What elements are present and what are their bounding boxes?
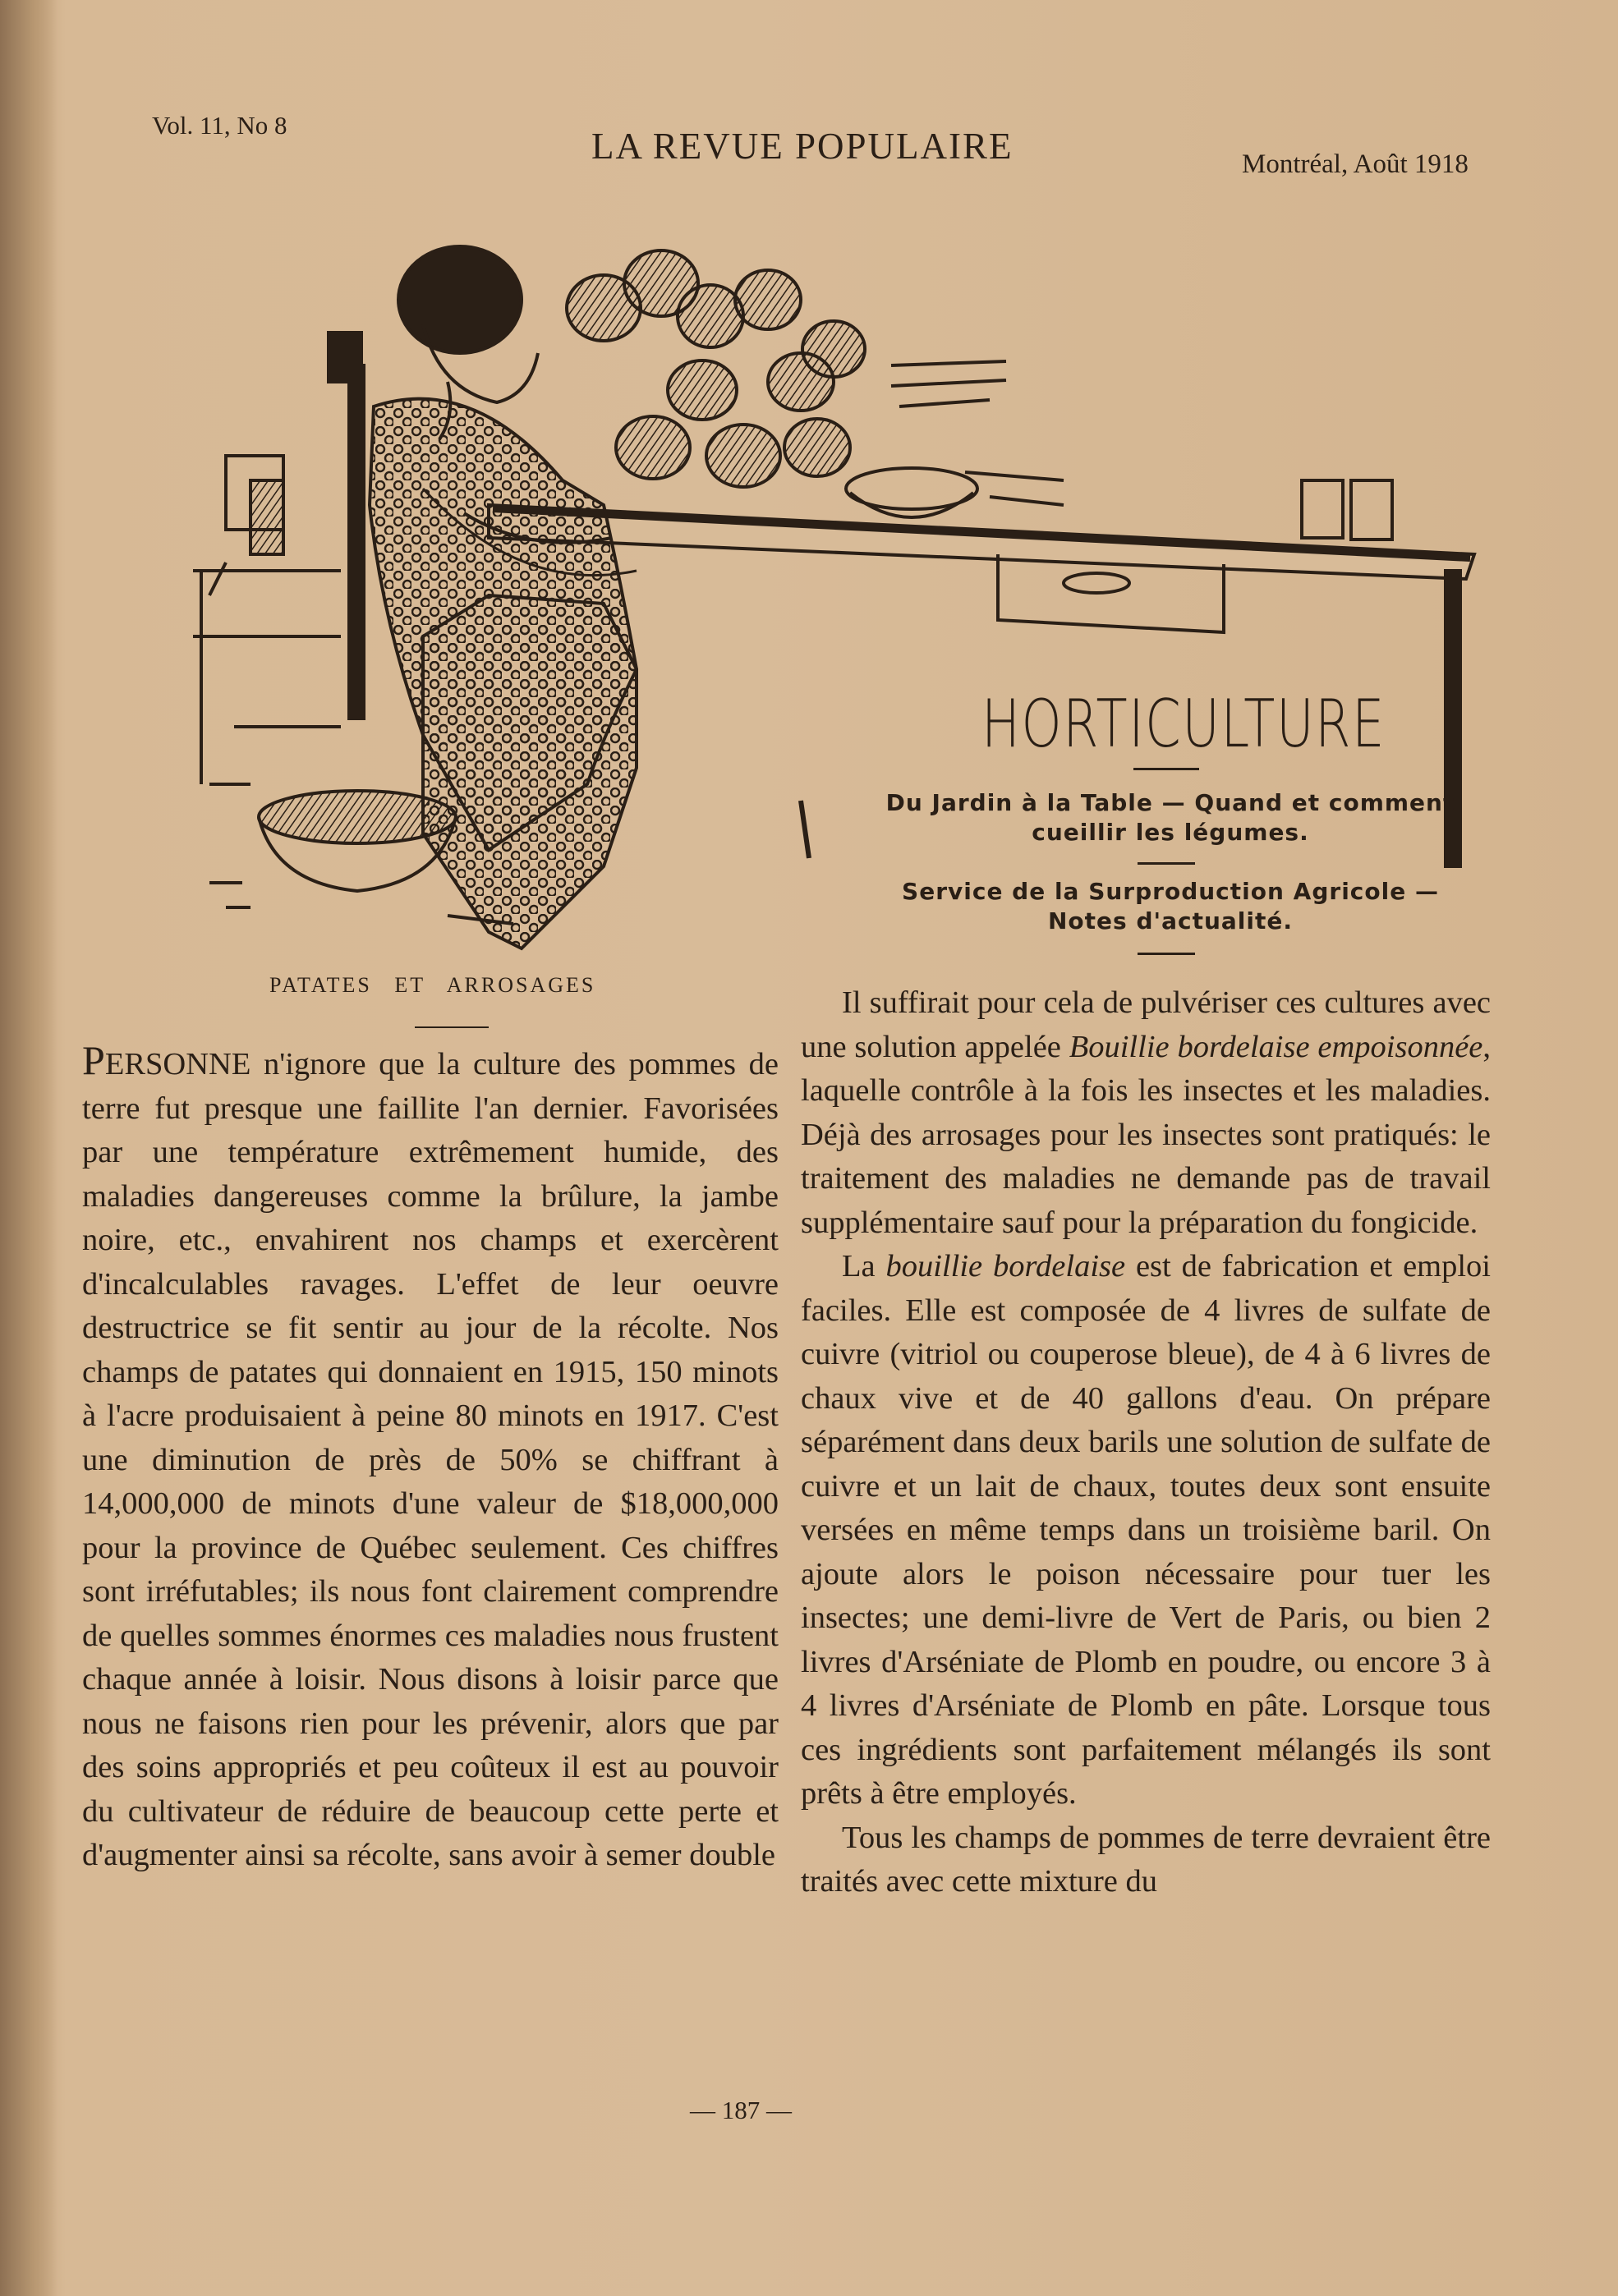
article-paragraph bbox=[801, 981, 1491, 1245]
volume-number: Vol. 11, No 8 bbox=[152, 111, 287, 140]
kitchen-illustration bbox=[177, 209, 1491, 965]
small-caps-word: ERSONNE bbox=[104, 1047, 251, 1081]
issue-date: Montréal, Août 1918 bbox=[1242, 149, 1469, 179]
section-subtitle-1: Du Jardin à la Table — Quand et comment cueillir les légumes. bbox=[885, 789, 1455, 846]
paragraph-text: est de fabrication et emploi faciles. Elle est composée de 4 livres de sulfate de cuivre (vitriol ou couperose bleue), de 4 à 6 livres de chaux vive et de 40 gallons d'eau. On prépare séparément dans deux barils une solution de sulfate de cuivre et un lait de chaux, toutes deux sont ensuite versées en même temps dans un troisième baril. On ajoute alors le poison nécessaire pour tuer les insectes; une demi-livre de Vert de Paris, ou bien 2 livres d'Arséniate de Plomb en poudre, ou encore 3 à 4 livres d'Arséniate de Plomb en pâte. Lorsque tous ces ingrédients sont parfaitement mélangés ils sont prêts à être employés. bbox=[801, 1249, 1491, 1811]
section-subtitle-2: Service de la Surproduction Agricole — Notes d'actualité. bbox=[902, 878, 1439, 934]
paragraph-text: Il suffirait pour cela de pulvériser ces cultures avec une solution appelée bbox=[801, 985, 1491, 1064]
page-number: — 187 — bbox=[690, 2096, 792, 2124]
italic-term: Bouillie bordelaise empoisonnée bbox=[1069, 1029, 1483, 1064]
paragraph-text: n'ignore que la culture des pommes de terre fut presque une faillite l'an dernier. Favorisées par une température extrêmement humide, des maladies dangereuses comme la brûlure, la jambe noire, etc., envahirent nos champs et exercèrent d'incalculables ravages. L'effet de leur oeuvre destructrice se fit sentir au jour de la récolte. Nos champs de patates qui donnaient en 1915, 150 minots à l'acre produisaient à peine 80 minots en 1917. C'est une diminution de près de 50% se chiffrant à 14,000,000 de minots d'une valeur de $18,000,000 pour la province de Québec seulement. Ces chiffres sont irréfutables; ils nous font clairement comprendre de quelles sommes énormes ces maladies nous frustent chaque année à loisir. Nous disons à loisir parce que nous ne faisons rien pour les prévenir, alors que par des soins appropriés et peu coûteux il est au pouvoir du cultivateur de réduire de beaucoup cette perte et d'augmenter ainsi sa récolte, sans avoir à semer double bbox=[82, 1047, 779, 1872]
divider-dash bbox=[1133, 768, 1199, 770]
article-heading: PATATES ET ARROSAGES bbox=[269, 973, 596, 997]
divider-dash bbox=[415, 1026, 489, 1028]
paragraph-text: La bbox=[842, 1249, 886, 1283]
divider-dash bbox=[1138, 953, 1195, 955]
article-column-2 bbox=[801, 981, 1491, 1904]
drop-initial: P bbox=[82, 1037, 105, 1083]
paragraph-text: , laquelle contrôle à la fois les insectes et les maladies. Déjà des arrosages pour les insectes sont pratiqués: le traitement des maladies ne demande pas de travail supplémentaire sauf pour la préparation du fongicide. bbox=[801, 1029, 1492, 1240]
article-column-1 bbox=[82, 1039, 779, 1878]
article-paragraph bbox=[801, 1245, 1491, 1816]
divider-dash bbox=[1138, 862, 1195, 865]
italic-term: bouillie bordelaise bbox=[885, 1249, 1126, 1283]
section-title: HORTICULTURE bbox=[981, 686, 1386, 762]
article-paragraph: Tous les champs de pommes de terre devraient être traités avec cette mixture du bbox=[801, 1820, 1491, 1899]
page-spine-shadow bbox=[0, 0, 57, 2296]
article-paragraph bbox=[82, 1039, 779, 1878]
magazine-title: LA REVUE POPULAIRE bbox=[591, 126, 1014, 167]
